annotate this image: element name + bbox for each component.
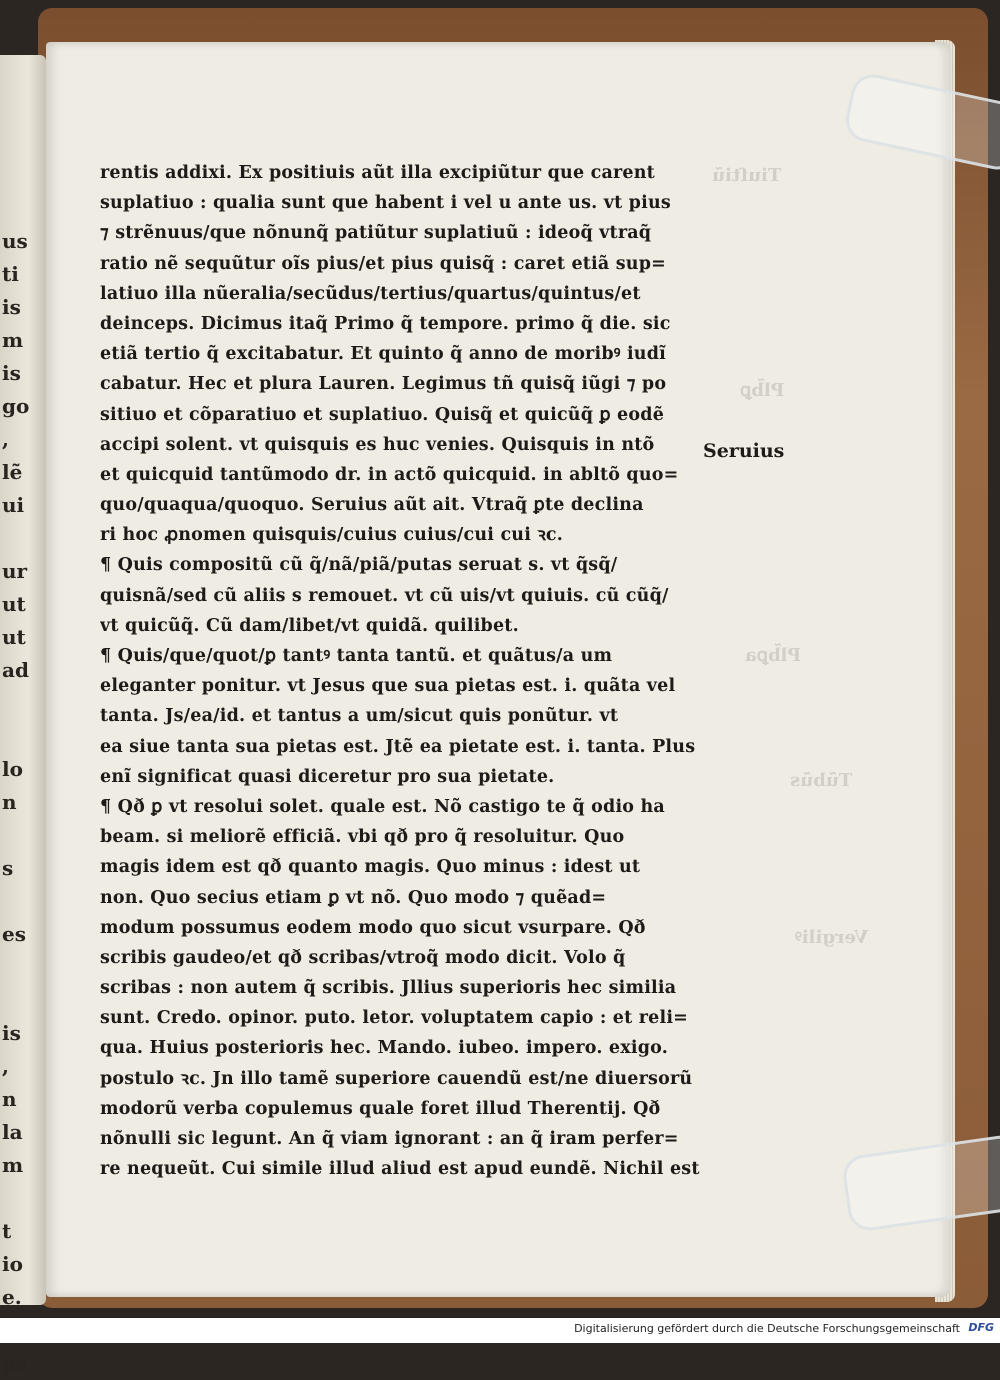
bleed-through-text: Tiuſtiũ <box>712 165 782 186</box>
text-line: latiuo illa nũeralia/secũdus/tertius/quartus/quintus/et <box>100 283 641 304</box>
text-line: cabatur. Hec et plura Lauren. Legimus tñ quisq̃ iũgi ⁊ po <box>100 374 667 395</box>
text-line: ri hoc ꝓnomen quisquis/cuius cuius/cui cui ꝛc. <box>100 525 564 546</box>
bleed-through-text: Plb̃ꝑa <box>745 645 802 666</box>
text-line: scribas : non autem q̃ scribis. Jllius superioris hec similia <box>100 978 677 999</box>
text-line: enĩ significat quasi diceretur pro sua pietate. <box>100 766 555 787</box>
text-line: vt quicũq̃. Cũ dam/libet/vt quidã. quilibet. <box>100 615 519 636</box>
text-line: modorũ verba copulemus quale foret illud Therentij. Qð <box>100 1098 661 1119</box>
text-line: ¶ Qð ꝑ vt resolui solet. quale est. Nõ castigo te q̃ odio ha <box>100 796 665 817</box>
text-line: tanta. Js/ea/id. et tantus a um/sicut quis ponũtur. vt <box>100 706 619 727</box>
funding-credit: Digitalisierung gefördert durch die Deutsche Forschungsgemeinschaft <box>574 1322 960 1335</box>
page-text-block <box>100 158 705 1184</box>
digitization-footer <box>0 1318 1000 1343</box>
text-line: nõnulli sic legunt. An q̃ viam ignorant : an q̃ iram perfer= <box>100 1129 679 1149</box>
text-line: quo/quaqua/quoquo. Seruius aũt ait. Vtraq̃ ꝑte declina <box>100 495 644 516</box>
text-line: ¶ Quis compositũ cũ q̃/nã/piã/putas seruat s. vt q̃sq̃/ <box>100 555 618 576</box>
bleed-through-text: Vergiliꝰ <box>795 927 869 948</box>
text-line: non. Quo secius etiam ꝑ vt nõ. Quo modo ⁊ quẽad= <box>100 887 607 908</box>
bleed-through-text: Plb̃ꝑ <box>740 380 785 401</box>
bleed-through-text: Tũbũs <box>790 770 853 791</box>
text-line: magis idem est qð quanto magis. Quo minus : idest ut <box>100 857 641 878</box>
dfg-logo: DFG <box>968 1321 994 1334</box>
text-line: sitiuo et cõparatiuo et suplatiuo. Quisq̃ et quicũq̃ ꝑ eodẽ <box>100 404 665 425</box>
text-line: beam. si meliorẽ efficiã. vbi qð pro q̃ resoluitur. Quo <box>100 827 625 848</box>
text-line: ¶ Quis/que/quot/ꝑ tantꝰ tanta tantũ. et quãtus/a um <box>100 646 613 666</box>
text-line: suplatiuo : qualia sunt que habent i vel u ante us. vt pius <box>100 193 671 214</box>
text-line: ⁊ strẽnuus/que nõnunq̃ patiũtur suplatiuũ : ideoq̃ vtraq̃ <box>100 223 652 244</box>
text-line: sunt. Credo. opinor. puto. letor. voluptatem capio : et reli= <box>100 1008 689 1029</box>
text-line: etiã tertio q̃ excitabatur. Et quinto q̃ anno de moribꝰ iudĩ <box>100 344 666 365</box>
left-page-edge <box>0 55 46 1375</box>
text-line: ratio nẽ sequũtur oĩs pius/et pius quisq̃ : caret etiã sup= <box>100 253 667 274</box>
text-line: ea siue tanta sua pietas est. Jtẽ ea pietate est. i. tanta. Plus <box>100 736 696 757</box>
text-line: modum possumus eodem modo quo sicut vsurpare. Qð <box>100 917 646 938</box>
text-line: accipi solent. vt quisquis es huc venies. Quisquis in ntõ <box>100 434 655 455</box>
margin-note: Seruius <box>703 440 785 462</box>
text-line: deinceps. Dicimus itaq̃ Primo q̃ tempore. primo q̃ die. sic <box>100 313 671 334</box>
text-line: rentis addixi. Ex positiuis aũt illa excipiũtur que carent <box>100 163 655 183</box>
text-line: et quicquid tantũmodo dr. in actõ quicquid. in abltõ quo= <box>100 464 679 485</box>
text-line: scribis gaudeo/et qð scribas/vtroq̃ modo dicit. Volo q̃ <box>100 947 626 968</box>
text-line: quisnã/sed cũ aliis s remouet. vt cũ uis/vt quiuis. cũ cũq̃/ <box>100 585 669 606</box>
text-line: qua. Huius posterioris hec. Mando. iubeo. impero. exigo. <box>100 1038 669 1059</box>
text-line: re nequeũt. Cui simile illud aliud est apud eundẽ. Nichil est <box>100 1159 700 1180</box>
left-page-text-fragments: us ti is m is go , lẽ ui ur ut ut ad lo n s es is , n la m t io e. ps <box>2 229 30 1375</box>
text-line: postulo ꝛc. Jn illo tamẽ superiore cauendũ est/ne diuersorũ <box>100 1068 693 1089</box>
text-line: eleganter ponitur. vt Jesus que sua pietas est. i. quãta vel <box>100 676 676 697</box>
